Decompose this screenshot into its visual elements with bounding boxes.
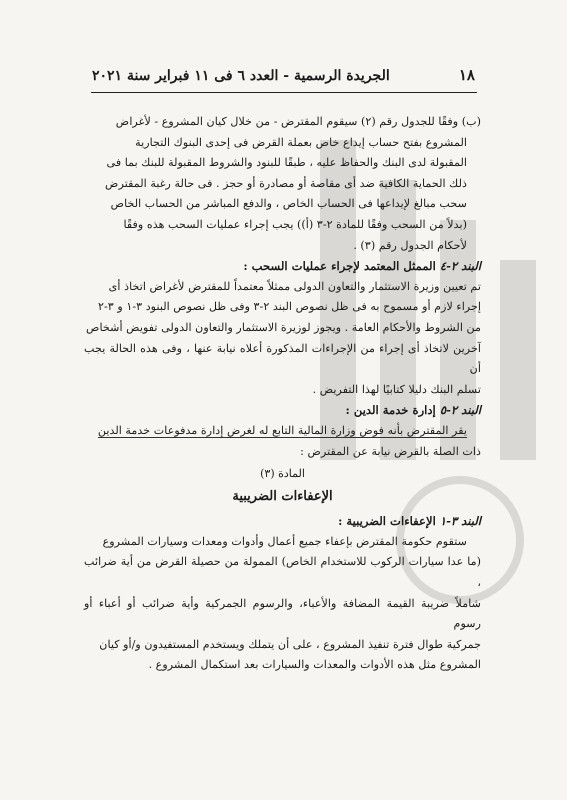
clause-title: إدارة خدمة الدين :: [345, 403, 436, 418]
clause-number: البند ٣-١: [439, 514, 481, 529]
clause-heading-2-5: [84, 400, 481, 421]
paragraph-line: (بدلاً من السحب وفقًا للمادة ٢-٣ (أ)) يجب إجراء عمليات السحب هذه وفقًا: [123, 217, 467, 231]
paragraph-line: ستقوم حكومة المقترض بإعفاء جميع أعمال وأدوات ومعدات وسيارات المشروع: [102, 534, 467, 548]
clause-title: الممثل المعتمد لإجراء عمليات السحب :: [243, 259, 436, 274]
clause-heading-3-1: [84, 511, 481, 532]
paragraph-line: شاملاً ضريبة القيمة المضافة والأعباء، والرسوم الجمركية وأية ضرائب أو أعباء أو رسوم: [84, 596, 481, 631]
paragraph-2-4: [84, 277, 481, 401]
clause-heading-2-4: [84, 256, 481, 277]
underlined-text: يقر المقترض بأنه فوض وزارة المالية التابع له لغرض إدارة مدفوعات خدمة الدين: [97, 423, 467, 437]
paragraph-line: تسلم البنك دليلا كتابيًا لهذا التفريض .: [312, 382, 481, 396]
paragraph-3-1: [84, 532, 481, 676]
paragraph-line: من الشروط والأحكام العامة . ويجوز لوزيرة الاستثمار والتعاون الدولى تفويض أشخاص: [85, 320, 481, 334]
section-title: الإعفاءات الضريبية: [232, 488, 333, 504]
clause-number: البند ٢-٥: [439, 403, 481, 418]
page-header: [92, 66, 475, 84]
paragraph-line: المشروع مثل هذه الأدوات والمعدات والسيارات بعد استكمال المشروع .: [148, 658, 481, 672]
paragraph-line: (ب) وفقًا للجدول رقم (٢) سيقوم المقترض - من خلال كيان المشروع - لأغراض: [115, 115, 481, 128]
paragraph-line: تم تعيين وزيرة الاستثمار والتعاون الدولى ممثلاً معتمداً للمقترض لأغراض اتخاذ أى: [108, 279, 481, 293]
article-label: المادة (٣): [260, 467, 305, 481]
clause-number: البند ٢-٤: [439, 259, 481, 274]
gazette-title: الجريدة الرسمية - العدد ٦ فى ١١ فبراير سنة ٢٠٢١: [92, 68, 390, 84]
page-number: ١٨: [458, 66, 475, 84]
clause-title: الإعفاءات الضريبية :: [338, 514, 436, 529]
paragraph-line: المشروع بفتح حساب إيداع خاص بعملة القرض فى إحدى البنوك التجارية: [135, 135, 467, 149]
header-rule: [91, 92, 477, 93]
paragraph-line: [84, 421, 481, 442]
paragraph-line: جمركية طوال فترة تنفيذ المشروع ، على أن يتملك ويستخدم المستفيدون و/أو كيان: [99, 637, 481, 651]
paragraph-line: المقبولة لدى البنك والحفاظ عليه ، طبقًا للبنود والشروط المقبولة للبنك بما فى: [106, 156, 467, 170]
paragraph-line: ذات الصلة بالقرض نيابة عن المقترض :: [300, 444, 481, 458]
paragraph-2-5: [84, 421, 481, 462]
paragraph-line: (ما عدا سيارات الركوب للاستخدام الخاص) الممولة من حصيلة القرض من أية ضرائب ،: [84, 555, 481, 590]
paragraph-line: آخرين لاتخاذ أى إجراء من الإجراءات المذكورة أعلاه نيابة عنها ، وفى هذه الحالة يجب أن: [84, 341, 481, 376]
watermark-bar-4: [500, 260, 536, 460]
paragraph-line: ذلك الحماية الكافية ضد أى مقاصة أو مصادرة أو حجز . فى حالة رغبة المقترض: [105, 176, 467, 190]
paragraph-line: سحب مبالغ لإيداعها فى الحساب الخاص ، والدفع المباشر من الحساب الخاص: [110, 197, 467, 211]
paragraph-b: [84, 112, 481, 256]
paragraph-line: إجراء لازم أو مسموح به فى ظل نصوص البند ٢-٣ وفى ظل نصوص البنود ٣-١ و ٣-٢: [98, 300, 481, 314]
document-body: [84, 112, 481, 676]
paragraph-line: لأحكام الجدول رقم (٣) .: [353, 238, 467, 252]
